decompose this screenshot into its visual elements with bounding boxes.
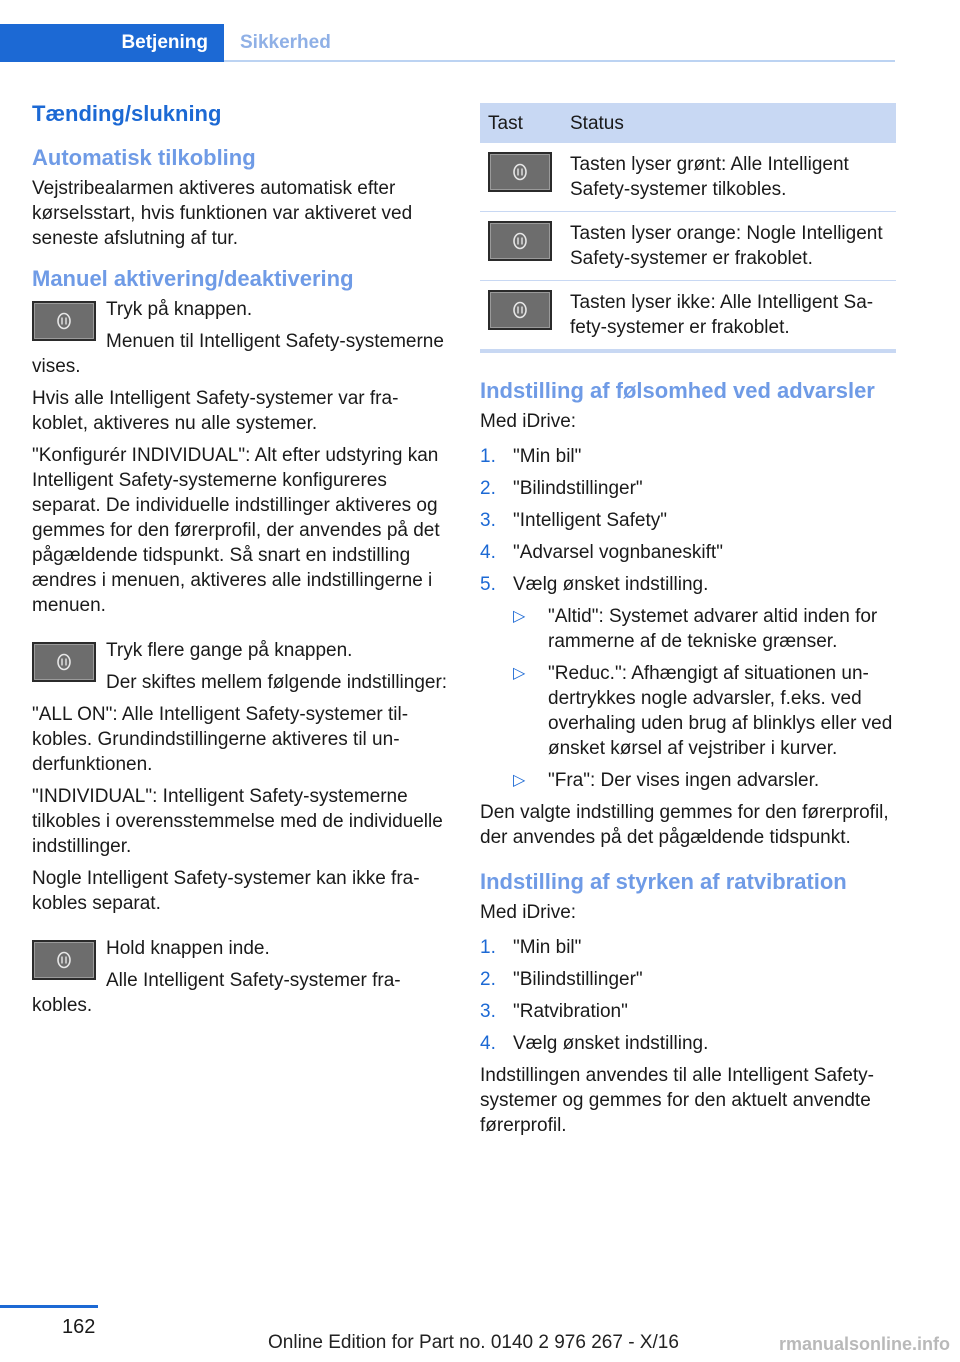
step-text: "Bilindstillinger": [513, 969, 643, 990]
text-with-idrive: Med iDrive:: [480, 411, 577, 432]
option-text: "Reduc.": Afhængigt af situationen undertrykkes nogle advarsler, f.eks. ved overhaling uden brug af blinklys eller ved ønsket kørsel af vejstriber i kurver.: [548, 663, 893, 759]
text-press-repeatedly: Tryk flere gange på knappen.: [106, 640, 353, 661]
step-number: 2.: [480, 478, 496, 499]
table-row: [480, 212, 896, 281]
list-item: [480, 935, 896, 960]
watermark: rmanualsonline.info: [778, 1334, 950, 1354]
step-text: "Intelligent Safety": [513, 510, 667, 531]
text-switch-settings: Der skiftes mellem følgende indstillinger:: [106, 672, 448, 693]
heading-automatic: Automatisk tilkobling: [32, 145, 256, 170]
step-text: "Min bil": [513, 937, 582, 958]
step-text: Vælg ønsket indstilling.: [513, 574, 709, 595]
paragraph-configure: "Konfigurér INDIVIDUAL": Alt efter udstyring kan Intelligent Safety-systemerne konfigureres separat. De individuelle indstillinger aktiveres og gemmes for den førerprofil, der anvendes på det pågældende tidspunkt. Så snart en indstilling ændres i menuen, aktiveres alle indstillingerne i menuen.: [32, 445, 440, 616]
tab-divider: [224, 60, 895, 62]
step-number: 4.: [480, 542, 496, 563]
list-item: [480, 572, 896, 793]
step-number: 5.: [480, 574, 496, 595]
status-table: [480, 103, 896, 353]
button-instruction-hold: [32, 936, 448, 1018]
left-column: [32, 100, 448, 1025]
paragraph-individual: "INDIVIDUAL": Intelligent Safety-systemerne tilkobles i overensstemmelse med de individuelle indstillinger.: [32, 786, 443, 857]
step-number: 2.: [480, 969, 496, 990]
triangle-bullet-icon: ▷: [513, 608, 526, 625]
step-number: 3.: [480, 1001, 496, 1022]
list-item: [513, 604, 896, 654]
table-cell-status: Tasten lyser orange: Nogle Intelligent Safety-systemer er frakoblet.: [562, 212, 896, 281]
paragraph-applies-all: Indstillingen anvendes til alle Intelligent Safety-systemer og gemmes for den aktuelt anvendte førerprofil.: [480, 1065, 874, 1136]
table-cell-key: [480, 212, 562, 281]
table-row: [480, 143, 896, 212]
sensitivity-steps: [480, 444, 896, 793]
text-press-button: Tryk på knappen.: [106, 299, 253, 320]
heading-manual: Manuel aktivering/deaktivering: [32, 266, 354, 291]
step-text: "Min bil": [513, 446, 582, 467]
step-text: "Ratvibration": [513, 1001, 628, 1022]
list-item: [480, 476, 896, 501]
step-number: 3.: [480, 510, 496, 531]
text-all-off: Alle Intelligent Safety-systemer frakobles.: [32, 970, 401, 1016]
safety-button-icon: [32, 301, 96, 341]
table-cell-status: Tasten lyser grønt: Alle Intelligent Safety-systemer tilkobles.: [562, 143, 896, 212]
paragraph-all-off: Hvis alle Intelligent Safety-systemer var frakoblet, aktiveres nu alle systemer.: [32, 388, 399, 434]
list-item: [480, 508, 896, 533]
right-column: [480, 100, 896, 1145]
triangle-bullet-icon: ▷: [513, 772, 526, 789]
text-menu-shown: Menuen til Intelligent Safety-systemerne vises.: [32, 331, 444, 377]
text-with-idrive: Med iDrive:: [480, 902, 577, 923]
table-cell-key: [480, 281, 562, 352]
edition-note: Online Edition for Part no. 0140 2 976 267 - X/16: [268, 1332, 679, 1353]
text-hold-button: Hold knappen inde.: [106, 938, 270, 959]
paragraph-saved-profile: Den valgte indstilling gemmes for den førerprofil, der anvendes på det pågældende tidspunkt.: [480, 802, 889, 848]
paragraph-not-separate: Nogle Intelligent Safety-systemer kan ikke frakobles separat.: [32, 868, 420, 914]
vibration-steps: [480, 935, 896, 1056]
tab-sikkerhed-label: Sikkerhed: [240, 32, 331, 53]
option-text: "Altid": Systemet advarer altid inden for rammerne af de tekniske grænser.: [548, 606, 878, 652]
list-item: [480, 540, 896, 565]
step-number: 1.: [480, 937, 496, 958]
tab-betjening-label: Betjening: [121, 32, 208, 53]
heading-vibration: Indstilling af styrken af ratvibration: [480, 869, 847, 894]
button-instruction-repeat: [32, 638, 448, 695]
paragraph-all-on: "ALL ON": Alle Intelligent Safety-systemer tilkobles. Grundindstillingerne aktiveres til underfunktionen.: [32, 704, 409, 775]
safety-button-icon: [488, 152, 552, 192]
list-item: [480, 444, 896, 469]
tab-betjening[interactable]: [0, 24, 224, 62]
table-row: [480, 281, 896, 352]
step-number: 4.: [480, 1033, 496, 1054]
triangle-bullet-icon: ▷: [513, 665, 526, 682]
safety-button-icon: [32, 940, 96, 980]
table-header-row: [480, 103, 896, 143]
button-instruction-press: [32, 297, 448, 379]
table-cell-status: Tasten lyser ikke: Alle Intelligent Safety-systemer er frakoblet.: [562, 281, 896, 352]
safety-button-icon: [488, 290, 552, 330]
table-header-tast: Tast: [480, 103, 562, 143]
section-title: Tænding/slukning: [32, 101, 222, 126]
paragraph-automatic: Vejstribealarmen aktiveres automatisk efter kørselsstart, hvis funktionen var aktiveret ved seneste afslutning af tur.: [32, 178, 413, 249]
step-number: 1.: [480, 446, 496, 467]
step-text: Vælg ønsket indstilling.: [513, 1033, 709, 1054]
list-item: [513, 661, 896, 761]
table-header-status: Status: [562, 103, 896, 143]
footer-accent-line: [0, 1305, 98, 1308]
list-item: [480, 999, 896, 1024]
chapter-tabs: [0, 24, 895, 62]
page-number: 162: [62, 1316, 96, 1338]
option-list: [513, 604, 896, 793]
safety-button-icon: [488, 221, 552, 261]
safety-button-icon: [32, 642, 96, 682]
tab-sikkerhed[interactable]: [240, 24, 331, 62]
list-item: [513, 768, 896, 793]
option-text: "Fra": Der vises ingen advarsler.: [548, 770, 820, 791]
step-text: "Bilindstillinger": [513, 478, 643, 499]
table-cell-key: [480, 143, 562, 212]
heading-sensitivity: Indstilling af følsomhed ved advarsler: [480, 378, 875, 403]
step-text: "Advarsel vognbaneskift": [513, 542, 723, 563]
list-item: [480, 967, 896, 992]
list-item: [480, 1031, 896, 1056]
